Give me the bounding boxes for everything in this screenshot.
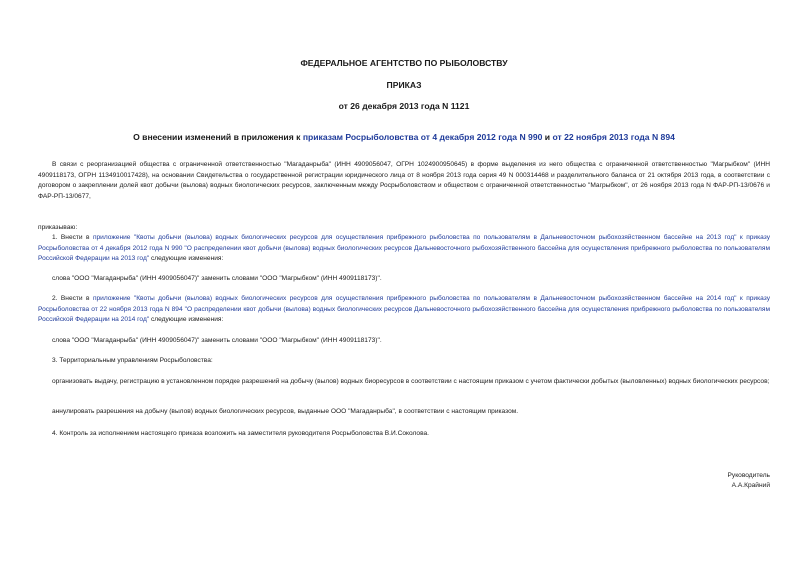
signature-name: А.А.Крайний xyxy=(731,482,770,489)
item-1-link[interactable]: приложение "Квоты добычи (вылова) водных биологических ресурсов для осуществления прибрежного рыболовства по пользователям в Дальневосточном рыбохозяйственном бассейне на 2013 год" к приказу Росрыболовства от 4 декабря 2012 года N 990 "О распределении квот добычи (вылова) водных биологических ресурсов Дальневосточного рыбохозяйственного бассейна для осуществления прибрежного рыболовства по пользователям Российской Федерации на 2013 год" xyxy=(38,234,770,263)
item-3-point-b: аннулировать разрешения на добычу (вылов) водных биологических ресурсов, выданные ООО "Магаданрыба", в соответствии с настоящим приказом. xyxy=(52,408,519,415)
agency-title: ФЕДЕРАЛЬНОЕ АГЕНТСТВО ПО РЫБОЛОВСТВУ xyxy=(300,58,508,68)
order-word: приказываю: xyxy=(38,224,78,231)
item-1 xyxy=(38,233,770,265)
item-2-suffix: следующие изменения: xyxy=(149,316,224,324)
item-2-change: слова "ООО "Магаданрыба" (ИНН 4909056047)" заменить словами "ООО "Магрыбком" (ИНН 4909118173)". xyxy=(52,337,382,344)
item-2 xyxy=(38,294,770,326)
subject-link-order-894[interactable]: от 22 ноября 2013 года N 894 xyxy=(552,132,675,142)
subject-prefix: О внесении изменений в приложения к xyxy=(133,132,303,142)
document-date-number: от 26 декабря 2013 года N 1121 xyxy=(338,101,470,111)
document-type: ПРИКАЗ xyxy=(386,80,422,90)
subject-middle: и xyxy=(542,132,553,142)
item-1-suffix: следующие изменения: xyxy=(149,255,224,263)
item-2-prefix: 2. Внести в xyxy=(52,295,93,302)
item-2-link[interactable]: приложение "Квоты добычи (вылова) водных биологических ресурсов для осуществления прибрежного рыболовства по пользователям в Дальневосточном рыбохозяйственном бассейне на 2014 год" к приказу Росрыболовства от 22 ноября 2013 года N 894 "О распределении квот добычи (вылова) водных биологических ресурсов Дальневосточного рыбохозяйственного бассейна для осуществления прибрежного рыболовства по пользователям Российской Федерации на 2014 год" xyxy=(38,295,770,324)
item-3-point-a: организовать выдачу, регистрацию в установленном порядке разрешений на добычу (вылов) водных биоресурсов в соответствии с настоящим приказом с учетом фактически добытых (выловленных) водных биологических ресурсов; xyxy=(52,378,770,385)
item-3-title: 3. Территориальным управлениям Росрыболовства: xyxy=(52,357,213,364)
document-subject xyxy=(38,132,770,142)
subject-link-order-990[interactable]: приказам Росрыболовства от 4 декабря 2012 года N 990 xyxy=(302,132,543,142)
item-1-prefix: 1. Внести в xyxy=(52,234,93,241)
item-1-change: слова "ООО "Магаданрыба" (ИНН 4909056047)" заменить словами "ООО "Магрыбком" (ИНН 4909118173)". xyxy=(52,275,382,282)
item-4: 4. Контроль за исполнением настоящего приказа возложить на заместителя руководителя Росрыболовства В.И.Соколова. xyxy=(52,430,429,437)
preamble: В связи с реорганизацией общества с ограниченной ответственностью "Магаданрыба" (ИНН 4909056047, ОГРН 1024900950645) в форме выделения из него общества с ограниченной ответственностью "Магрыбком" (ИНН 4909118173, ОГРН 1134910017428), на основании Свидетельства о государственной регистрации юридического лица от 8 ноября 2013 года серия 49 N 000314468 и разделительного баланса от 21 октября 2013 года, в соответствии с договором о закреплении долей квот добычи (вылова) водных биологических ресурсов, заключенным между Росрыболовством и обществом с ограниченной ответственностью "Магрыбком", от 26 ноября 2013 года N ФАР-РП-13/0676 и ФАР-РП-13/0677, xyxy=(38,161,770,200)
signature-position: Руководитель xyxy=(727,472,770,479)
